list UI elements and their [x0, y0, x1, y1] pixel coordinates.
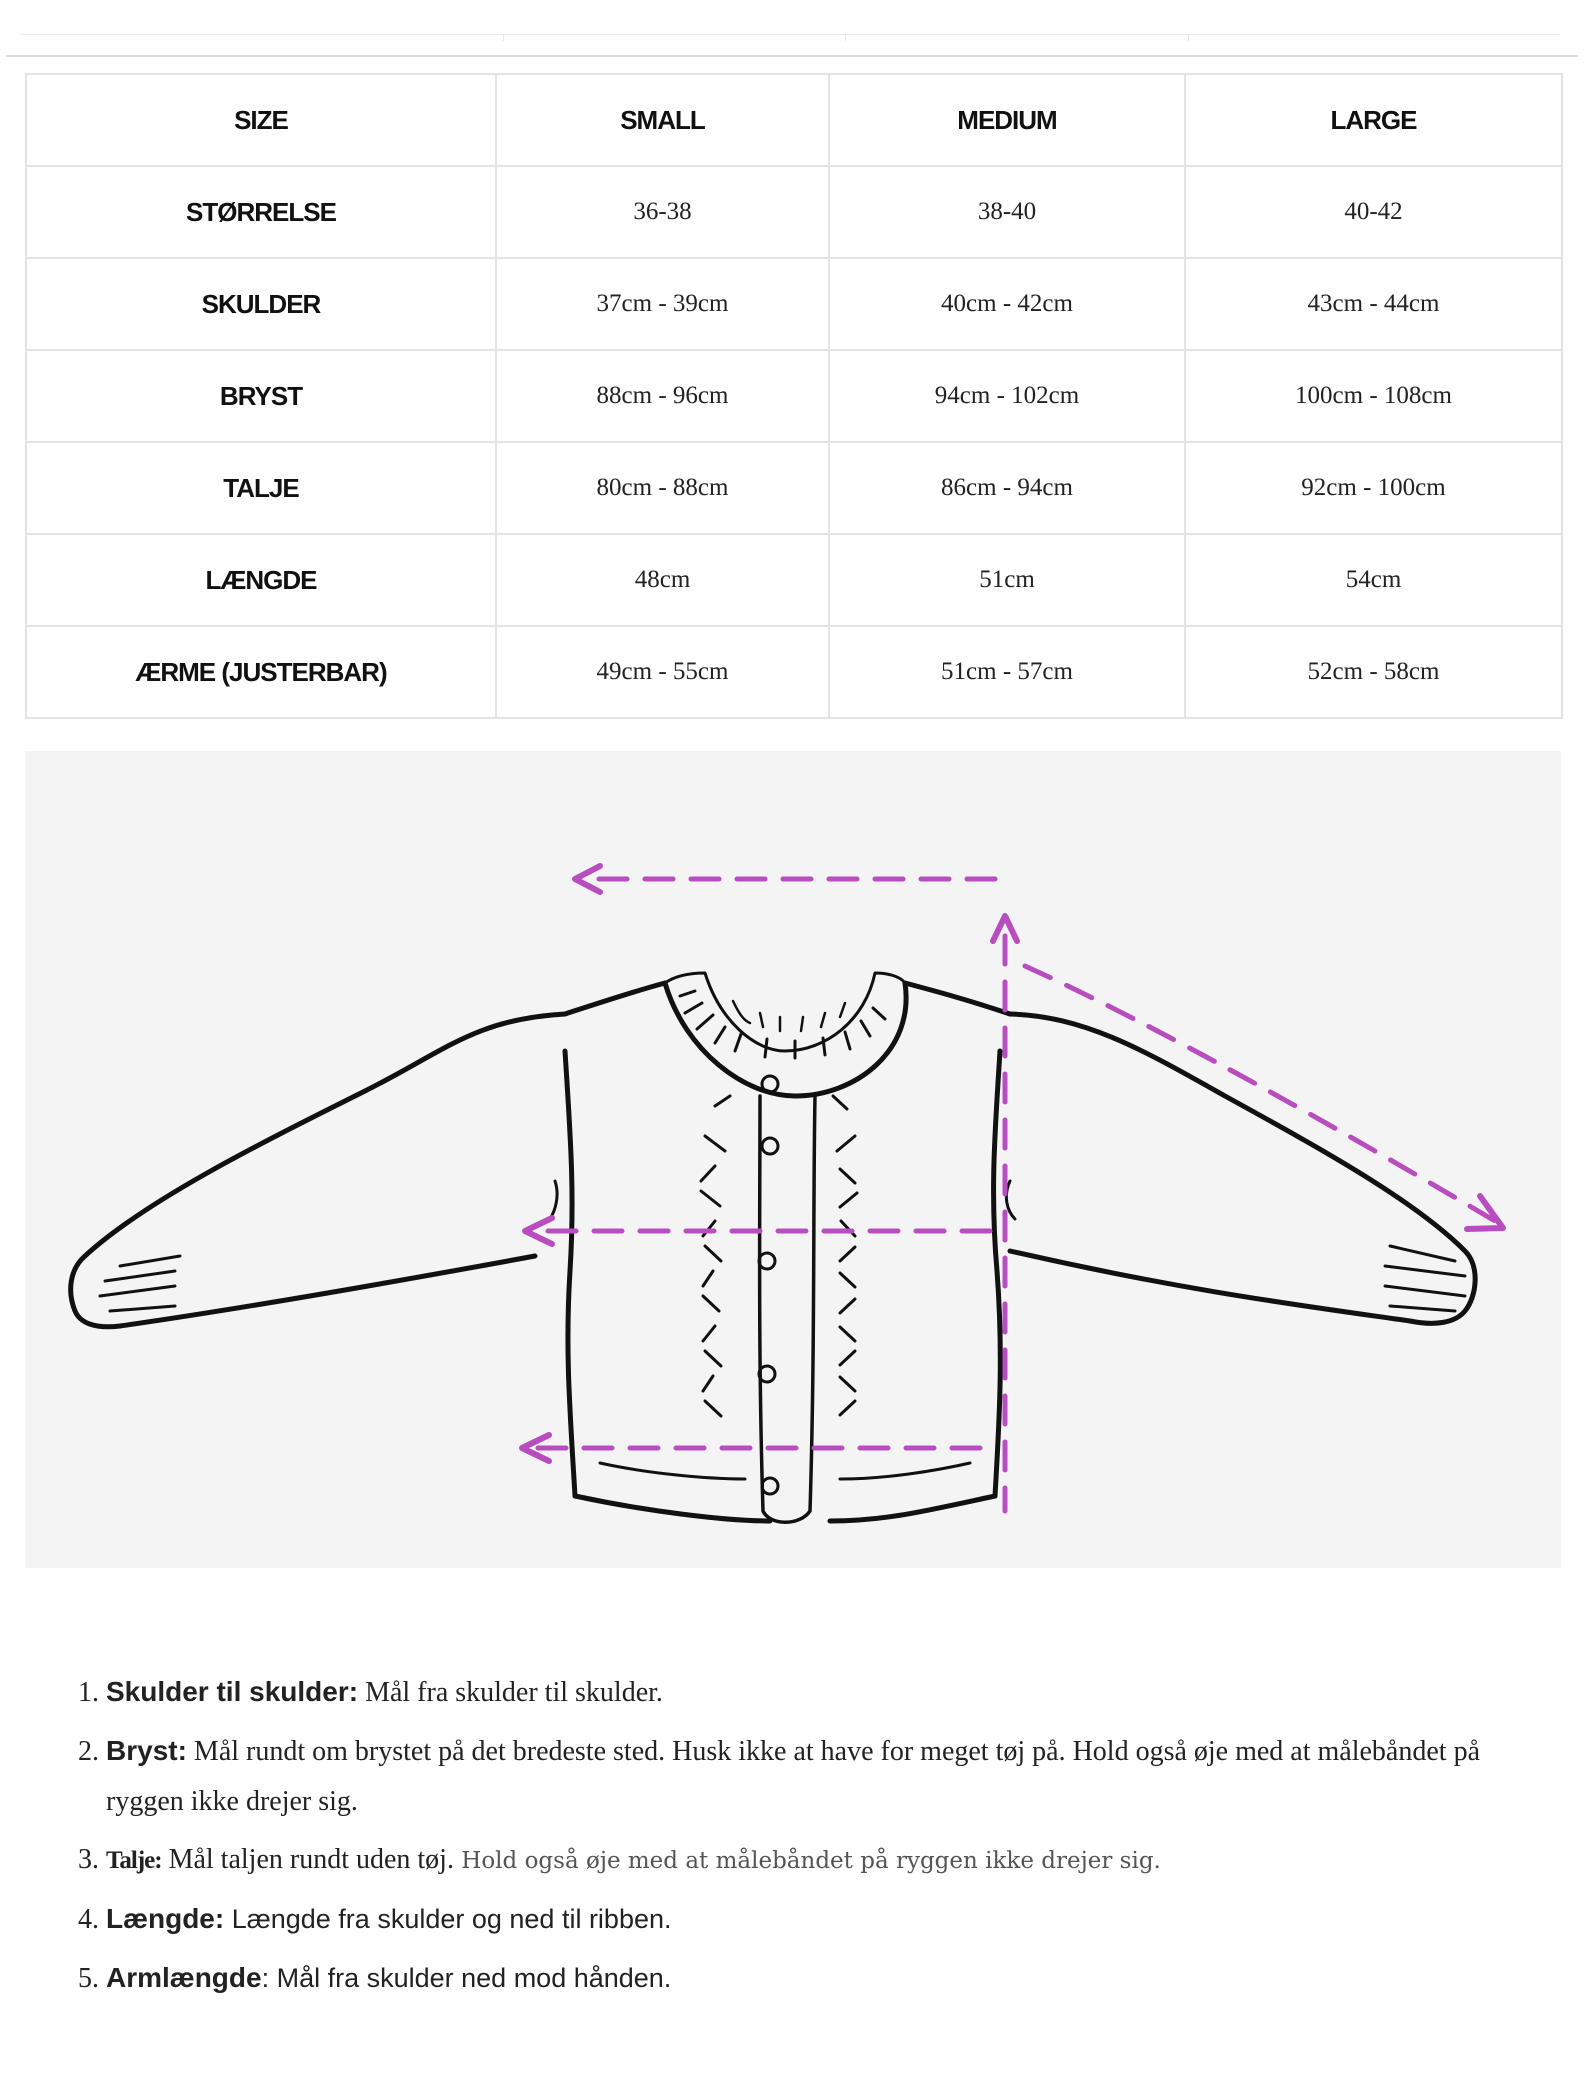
note-label: Bryst: [106, 1735, 187, 1766]
table-row-skulder [26, 258, 1562, 350]
size-table-header-row [26, 74, 1562, 166]
row-label: TALJE [26, 442, 496, 534]
row-label: STØRRELSE [26, 166, 496, 258]
table-cell: 88cm - 96cm [496, 350, 829, 442]
row-label: BRYST [26, 350, 496, 442]
table-cell: 86cm - 94cm [829, 442, 1185, 534]
note-label: Talje: [106, 1847, 162, 1874]
measurement-arrows [530, 879, 1495, 1511]
table-row-aerme [26, 626, 1562, 718]
cardigan-outline [71, 973, 1475, 1522]
note-label: Skulder til skulder: [106, 1676, 359, 1707]
top-divider-bar [20, 34, 1560, 43]
sleeve-arrow-line [1025, 966, 1495, 1221]
note-text: Længde fra skulder og ned til ribben. [224, 1904, 672, 1934]
large-header-cell: LARGE [1185, 74, 1562, 166]
note-label: Armlængde [106, 1962, 262, 1993]
table-cell: 92cm - 100cm [1185, 442, 1562, 534]
note-text: Mål taljen rundt uden tøj. [161, 1844, 454, 1875]
table-cell: 52cm - 58cm [1185, 626, 1562, 718]
note-label: Længde: [106, 1903, 225, 1934]
table-cell: 40cm - 42cm [829, 258, 1185, 350]
measurement-instructions [60, 1667, 1546, 2012]
shoulder-arrowhead [575, 866, 600, 892]
table-cell: 43cm - 44cm [1185, 258, 1562, 350]
table-row-storrelse [26, 166, 1562, 258]
small-header-cell: SMALL [496, 74, 829, 166]
table-cell: 37cm - 39cm [496, 258, 829, 350]
table-cell: 100cm - 108cm [1185, 350, 1562, 442]
cardigan-diagram [25, 751, 1561, 1568]
table-row-bryst [26, 350, 1562, 442]
table-cell: 54cm [1185, 534, 1562, 626]
row-label: LÆNGDE [26, 534, 496, 626]
list-item [106, 1835, 1546, 1886]
table-cell: 94cm - 102cm [829, 350, 1185, 442]
size-table [25, 73, 1563, 719]
list-item [106, 1953, 1546, 2004]
list-item [106, 1667, 1546, 1718]
table-cell: 49cm - 55cm [496, 626, 829, 718]
list-item [106, 1726, 1546, 1827]
list-item [106, 1894, 1546, 1945]
note-text: : Mål fra skulder ned mod hånden. [261, 1963, 672, 1993]
table-cell: 51cm - 57cm [829, 626, 1185, 718]
table-cell: 51cm [829, 534, 1185, 626]
measurement-illustration [25, 751, 1561, 1568]
table-cell: 40-42 [1185, 166, 1562, 258]
size-header-cell: SIZE [26, 74, 496, 166]
top-divider-line [6, 55, 1578, 57]
table-row-laengde [26, 534, 1562, 626]
note-text: Mål fra skulder til skulder. [358, 1677, 663, 1708]
row-label: ÆRME (JUSTERBAR) [26, 626, 496, 718]
medium-header-cell: MEDIUM [829, 74, 1185, 166]
table-cell: 80cm - 88cm [496, 442, 829, 534]
arrowheads [522, 866, 1503, 1461]
note-text: Mål rundt om brystet på det bredeste sted. Husk ikke at have for meget tøj på. Hold også øje med at målebåndet på ryggen ikke drejer sig. [106, 1736, 1480, 1817]
table-row-talje [26, 442, 1562, 534]
note-extra: Hold også øje med at målebåndet på ryggen ikke drejer sig. [453, 1848, 1161, 1874]
table-cell: 38-40 [829, 166, 1185, 258]
table-cell: 36-38 [496, 166, 829, 258]
row-label: SKULDER [26, 258, 496, 350]
table-cell: 48cm [496, 534, 829, 626]
